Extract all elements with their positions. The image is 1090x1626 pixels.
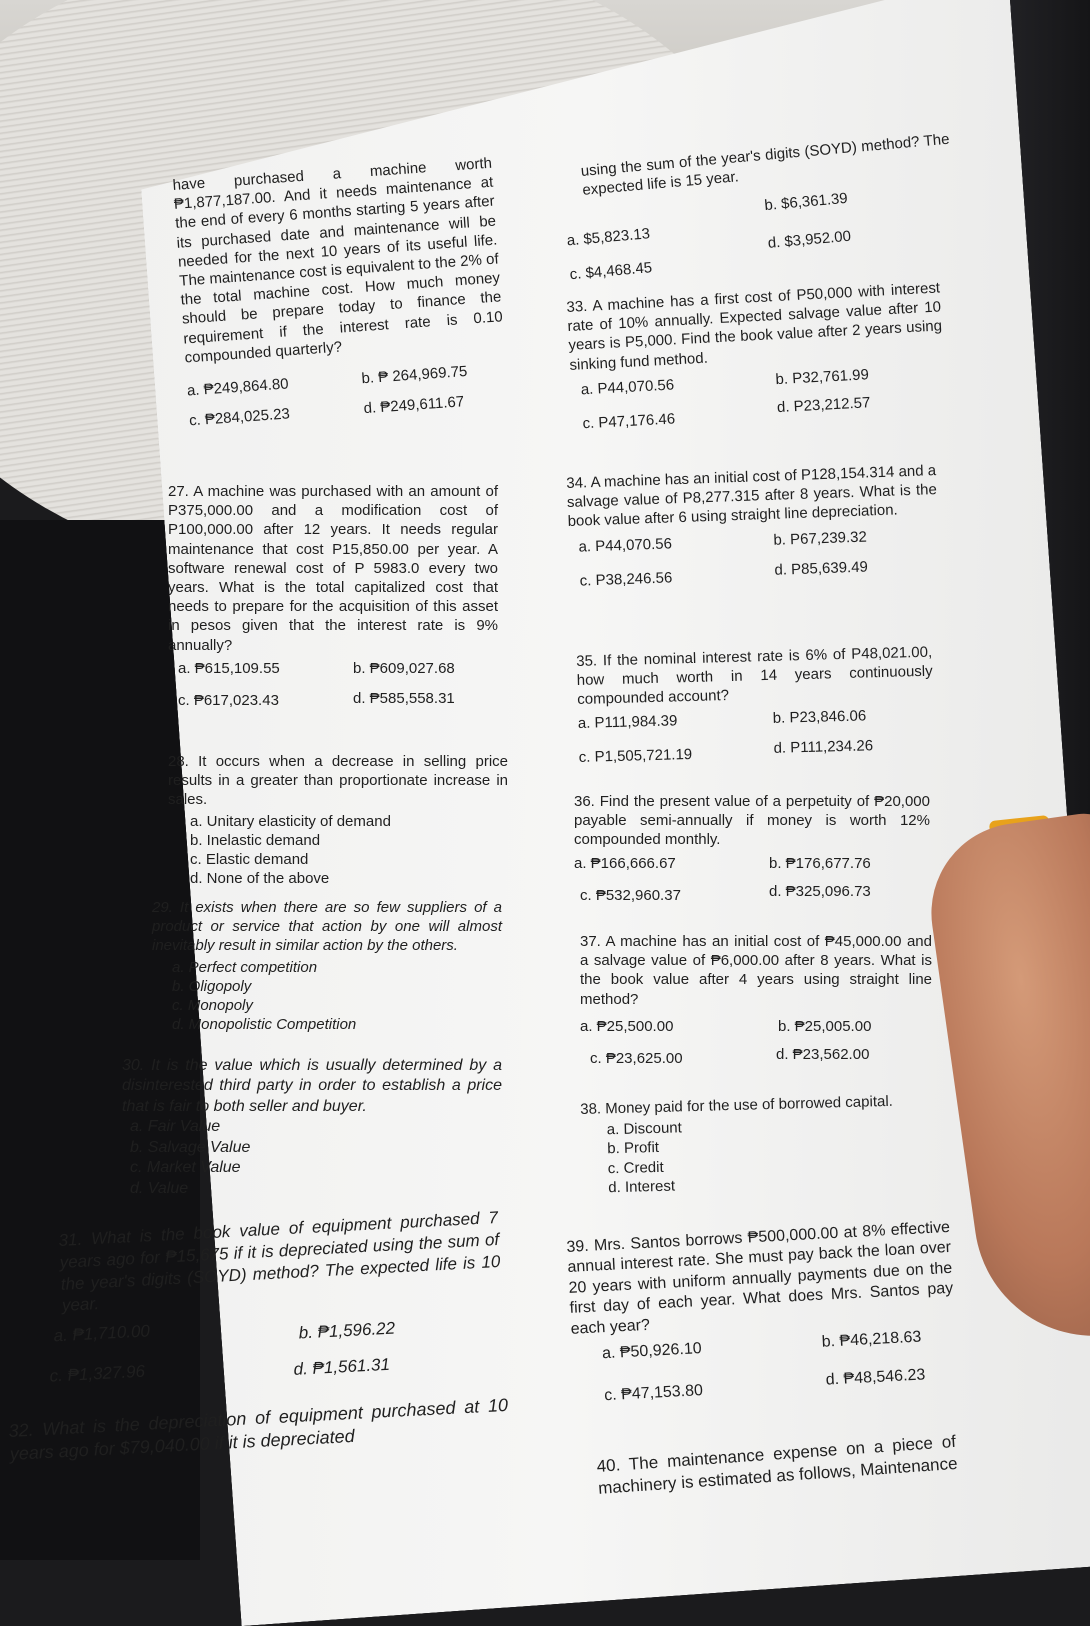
option-a: a. ₱50,926.10: [601, 1340, 703, 1363]
option-b: b. ₱ 264,969.75: [361, 362, 468, 388]
question-text: using the sum of the year's digits (SOYD) method? The expected life is 15 year.: [580, 130, 951, 200]
option-d: d. ₱23,562.00: [776, 1045, 870, 1063]
option-a: a. ₱25,500.00: [580, 1017, 674, 1035]
option-d: d. ₱325,096.73: [769, 882, 871, 900]
option-d: d. ₱1,561.31: [293, 1354, 391, 1379]
question-39: [566, 1218, 959, 1414]
question-40: [596, 1431, 958, 1500]
option-d: d. ₱48,546.23: [825, 1366, 926, 1389]
option-b: b. P23,846.06: [772, 706, 867, 727]
question-36: [574, 792, 930, 914]
option-b: b. ₱46,218.63: [821, 1328, 922, 1352]
option-d: d. Value: [130, 1179, 189, 1197]
question-text: 36. Find the present value of a perpetuity of ₱20,000 payable semi-annually if money is worth 12% compounded monthly.: [574, 793, 930, 849]
question-28: [168, 752, 508, 888]
option-b: b. P67,239.32: [773, 528, 868, 549]
option-c: c. Credit: [607, 1158, 664, 1177]
question-text: 29. It exists when there are so few suppliers of a product or service that action by one will almost inevitably result in similar action by the others.: [152, 899, 502, 955]
option-c: c. ₱1,327.96: [49, 1361, 146, 1386]
question-30: [122, 1056, 502, 1199]
question-32-continued: [566, 130, 958, 284]
question-text: 37. A machine has an initial cost of ₱45,000.00 and a salvage value of ₱6,000.00 after 8 years. What is the book value after 4 years using straight line method?: [580, 933, 932, 1008]
question-27: [168, 482, 498, 719]
option-a: a. ₱615,109.55: [178, 659, 280, 677]
option-a: a. Unitary elasticity of demand: [190, 812, 391, 830]
option-a: a. ₱249,864.80: [186, 375, 290, 400]
question-37: [580, 932, 932, 1073]
option-d: d. P85,639.49: [774, 558, 869, 579]
option-c: c. ₱617,023.43: [178, 691, 279, 709]
option-c: c. P47,176.46: [582, 410, 676, 433]
option-d: d. ₱585,558.31: [353, 689, 455, 707]
option-a: a. ₱166,666.67: [574, 854, 676, 872]
question-32: [8, 1394, 510, 1466]
option-c: c. Elastic demand: [190, 850, 309, 868]
option-b: b. Oligopoly: [172, 977, 252, 995]
option-b: b. $6,361.39: [763, 190, 849, 215]
option-d: d. Monopolistic Competition: [172, 1016, 357, 1034]
question-text: 39. Mrs. Santos borrows ₱500,000.00 at 8% effective annual interest rate. She must pay back the loan over 20 years with uniform annually payments due on the first day of each year. What does Mrs. Santos pay each year?: [566, 1218, 954, 1338]
question-35: [576, 643, 935, 774]
option-c: c. $4,468.45: [569, 259, 653, 284]
option-a: a. Discount: [606, 1119, 683, 1139]
question-29: [152, 898, 502, 1034]
question-26: [172, 154, 509, 432]
option-a: a. P44,070.56: [578, 534, 673, 556]
option-c: c. ₱23,625.00: [590, 1049, 683, 1067]
question-text: 30. It is the value which is usually determined by a disinterested third party in order to establish a price that is fair to both seller and buyer.: [122, 1057, 502, 1115]
option-b: b. Profit: [607, 1139, 660, 1158]
option-c: c. ₱532,960.37: [580, 886, 681, 904]
option-b: b. P32,761.99: [775, 366, 870, 388]
option-c: c. P38,246.56: [579, 568, 673, 590]
option-b: b. ₱609,027.68: [353, 659, 455, 677]
question-text: 32. What is the depreciation of equipment purchased at 10 years ago for $79,040.00 if it is depreciated: [8, 1394, 509, 1464]
option-d: d. $3,952.00: [767, 228, 852, 253]
option-b: b. ₱25,005.00: [778, 1017, 872, 1035]
question-text: 27. A machine was purchased with an amount of P375,000.00 and a modification cost of P100,000.00 after 12 years. It needs regular maintenance that cost P15,850.00 per year. A software renewal cost of P 5983.0 every two years. What is the total capitalized cost that needs to prepare for the acquisition of this asset in pesos given that the interest rate is 9% annually?: [168, 483, 498, 654]
option-c: c. P1,505,721.19: [578, 745, 693, 766]
option-d: d. Interest: [608, 1177, 676, 1197]
question-text: 28. It occurs when a decrease in selling price results in a greater than proportionate increase in sales.: [168, 753, 508, 809]
question-text: 35. If the nominal interest rate is 6% of P48,021.00, how much worth in 14 years continuously compounded account?: [576, 643, 933, 709]
question-text: 38. Money paid for the use of borrowed capital.: [580, 1092, 894, 1118]
option-c: c. Market Value: [130, 1159, 241, 1177]
question-33: [566, 278, 947, 438]
option-b: b. ₱176,677.76: [769, 854, 871, 872]
option-d: d. P23,212.57: [776, 393, 871, 416]
question-text: 31. What is the book value of equipment purchased 7 years ago for ₱15,675 if it is depreciated using the sum of the year's digits (SOYD) method? The expected life is 10 year.: [58, 1207, 501, 1316]
option-b: b. Inelastic demand: [190, 831, 321, 849]
option-a: a. $5,823.13: [566, 225, 651, 250]
option-c: c. ₱284,025.23: [188, 405, 291, 430]
question-text: 33. A machine has a first cost of P50,000 with interest rate of 10% annually. Expected salvage value after 10 years is P5,000. Find the book value after 2 years using sinking fund method.: [566, 279, 943, 374]
option-a: a. P111,984.39: [577, 711, 678, 732]
question-text: have purchased a machine worth ₱1,877,187.00. And it needs maintenance at the end of every 6 months starting 5 years after its purchased date and maintenance will be needed for the next 10 years of its useful life. The maintenance cost is equivalent to the 2% of the total machine cost. How much money should be prepare today to finance the requirement if the interest rate is 0.10 compounded quarterly?: [172, 154, 504, 367]
option-b: b. ₱1,596.22: [298, 1318, 396, 1343]
option-a: a. Fair Value: [130, 1118, 221, 1136]
question-text: 40. The maintenance expense on a piece of machinery is estimated as follows, Maintenance: [596, 1431, 959, 1498]
option-a: a. P44,070.56: [580, 376, 675, 399]
option-d: d. ₱249,611.67: [363, 393, 465, 418]
option-a: a. Perfect competition: [172, 958, 318, 976]
option-c: c. Monopoly: [172, 996, 253, 1014]
option-c: c. ₱47,153.80: [603, 1382, 704, 1405]
question-31: [49, 1207, 506, 1391]
option-d: d. None of the above: [190, 870, 330, 888]
question-38: [580, 1091, 942, 1198]
question-34: [566, 461, 940, 595]
question-text: 34. A machine has an initial cost of P128,154.314 and a salvage value of P8,277.315 after 8 years. What is the book value after 6 using straight line depreciation.: [566, 462, 938, 531]
option-b: b. Salvage Value: [130, 1138, 251, 1156]
option-a: a. ₱1,710.00: [53, 1321, 151, 1346]
option-d: d. P111,234.26: [773, 736, 874, 757]
